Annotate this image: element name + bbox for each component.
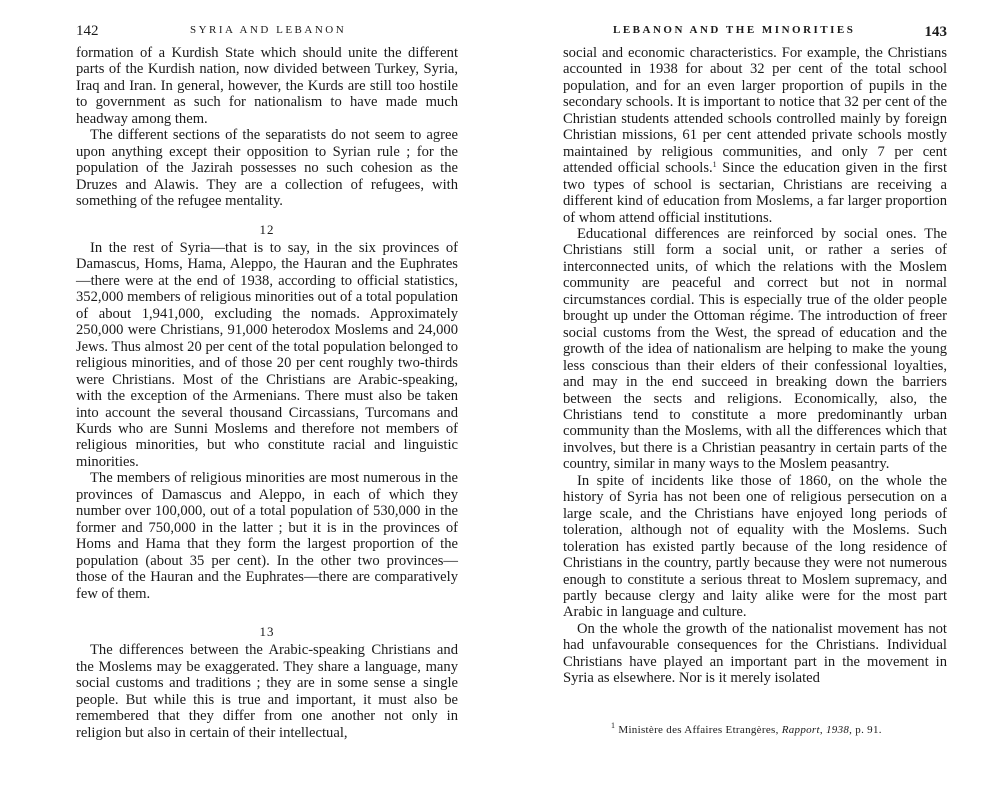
footnote-year: 1938 bbox=[825, 724, 850, 736]
section-number: 13 bbox=[259, 623, 275, 639]
running-head-title: SYRIA AND LEBANON bbox=[190, 24, 347, 36]
running-header bbox=[563, 24, 947, 42]
paragraph: On the whole the growth of the nationalist movement has not had unfavourable consequences for the Christians. Individual Christians have played an important part in the movement in Syria as elsewhere. Nor is it merely isolated bbox=[563, 620, 947, 687]
left-page bbox=[76, 0, 458, 795]
paragraph-text: Since the education given in the first two types of school is sectarian, Christians are receiving a different kind of education from Moslems, a far larger proportion of whom attend official institutions. bbox=[563, 160, 948, 226]
section-number: 12 bbox=[259, 221, 275, 237]
paragraph: The different sections of the separatists do not seem to agree upon anything except their opposition to Syrian rule ; for the population of the Jazirah possesses no such cohesion as the Druzes and Alawis. They are a collection of refugees, with something of the refugee mentality. bbox=[76, 127, 458, 210]
page-body bbox=[76, 45, 458, 741]
paragraph: In the rest of Syria—that is to say, in the six provinces of Damascus, Homs, Hama, Aleppo, the Hauran and the Euphrates—there were at the end of 1938, according to official statistics, 352,000 members of religious minorities out of a total population of about 1,941,000, excluding the nomads. Approximately 250,000 were Christians, 91,000 heterodox Moslems and 24,000 Jews. Thus almost 20 per cent of the total population belonged to religious minorities, and of those 20 per cent roughly two-thirds were Christians. Most of the Christians are Arabic-speaking, with the exception of the Armenians. There must also be taken into account the several thousand Circassians, Turcomans and Kurds who are Sunni Moslems and therefore not members of religious minorities, but who constitute racial and linguistic minorities. bbox=[76, 239, 458, 470]
paragraph: The members of religious minorities are most numerous in the provinces of Damascus and Aleppo, in each of which they number over 100,000, out of a total population of 530,000 in the former and 750,000 in the latter ; but it is in the provinces of Homs and Hama that they form the largest proportion of the population (about 35 per cent). In the other two provinces—those of the Hauran and the Euphrates—there are comparatively few of them. bbox=[76, 470, 458, 602]
page-number: 142 bbox=[76, 23, 99, 39]
paragraph-text: social and economic characteristics. For example, the Christians accounted in 1938 for about 32 per cent of the total school population, and for an even larger proportion of pupils in the secondary schools. It is important to notice that 32 per cent of the Christian students attended schools controlled mainly by foreign Christian missions, 61 per cent attended private schools mostly maintained by religious communities, and only 7 per cent attended official schools. bbox=[563, 45, 947, 177]
footnote-page: , p. 91. bbox=[849, 724, 882, 736]
footnote-marker: 1 bbox=[611, 721, 616, 730]
page-body bbox=[563, 45, 947, 687]
paragraph: The differences between the Arabic-speaking Christians and the Moslems may be exaggerated. They share a language, many social customs and traditions ; they are in some sense a single people. But while this is true and important, it must also be remembered that they differ from one another not only in religion but also in certain of their intellectual, bbox=[76, 642, 458, 741]
running-head-title: LEBANON AND THE MINORITIES bbox=[613, 24, 856, 36]
paragraph: In spite of incidents like those of 1860, on the whole the history of Syria has not been one of religious persecution on a large scale, and the Christians have enjoyed long periods of toleration, although not of equality with the Moslems. Such toleration has existed partly because of the long residence of Christians in the country, partly because they were not numerous enough to constitute a serious threat to Moslem supremacy, and partly because clergy and laity alike were for the most part Arabic in language and culture. bbox=[563, 472, 947, 621]
page-number: 143 bbox=[924, 24, 947, 40]
paragraph: formation of a Kurdish State which should unite the different parts of the Kurdish nation, now divided between Turkey, Syria, Iraq and Iran. In general, however, the Kurds are still too hostile to government as such for nationalism to have made much headway among them. bbox=[76, 45, 458, 127]
paragraph: Educational differences are reinforced by social ones. The Christians still form a social unit, or rather a series of interconnected units, of which the relations with the Moslem community are peaceful and correct but not in normal circumstances cordial. This is especially true of the older people brought up under the Ottoman régime. The introduction of freer social customs from the West, the spread of education and the growth of the idea of nationalism are helping to make the young less conscious than their elders of their confessional loyalties, and may in the end succeed in breaking down the barriers between the sects and religions. Economically, also, the Christians tend to constitute a more predominantly urban community than the Moslems, with all the differences which that involves, but there is a Christian peasantry in certain parts of the country, similar in many ways to the Moslem peasantry. bbox=[563, 225, 947, 473]
running-header bbox=[76, 24, 458, 42]
footnote-source: Ministère des Affaires Etrangères, bbox=[615, 724, 782, 736]
footnote-separator: , bbox=[819, 724, 826, 736]
footnote-reference: 1 bbox=[712, 160, 717, 170]
footnote-title: Rapport bbox=[781, 724, 820, 736]
right-page bbox=[563, 0, 947, 795]
footnote bbox=[611, 721, 882, 736]
paragraph bbox=[563, 45, 947, 226]
